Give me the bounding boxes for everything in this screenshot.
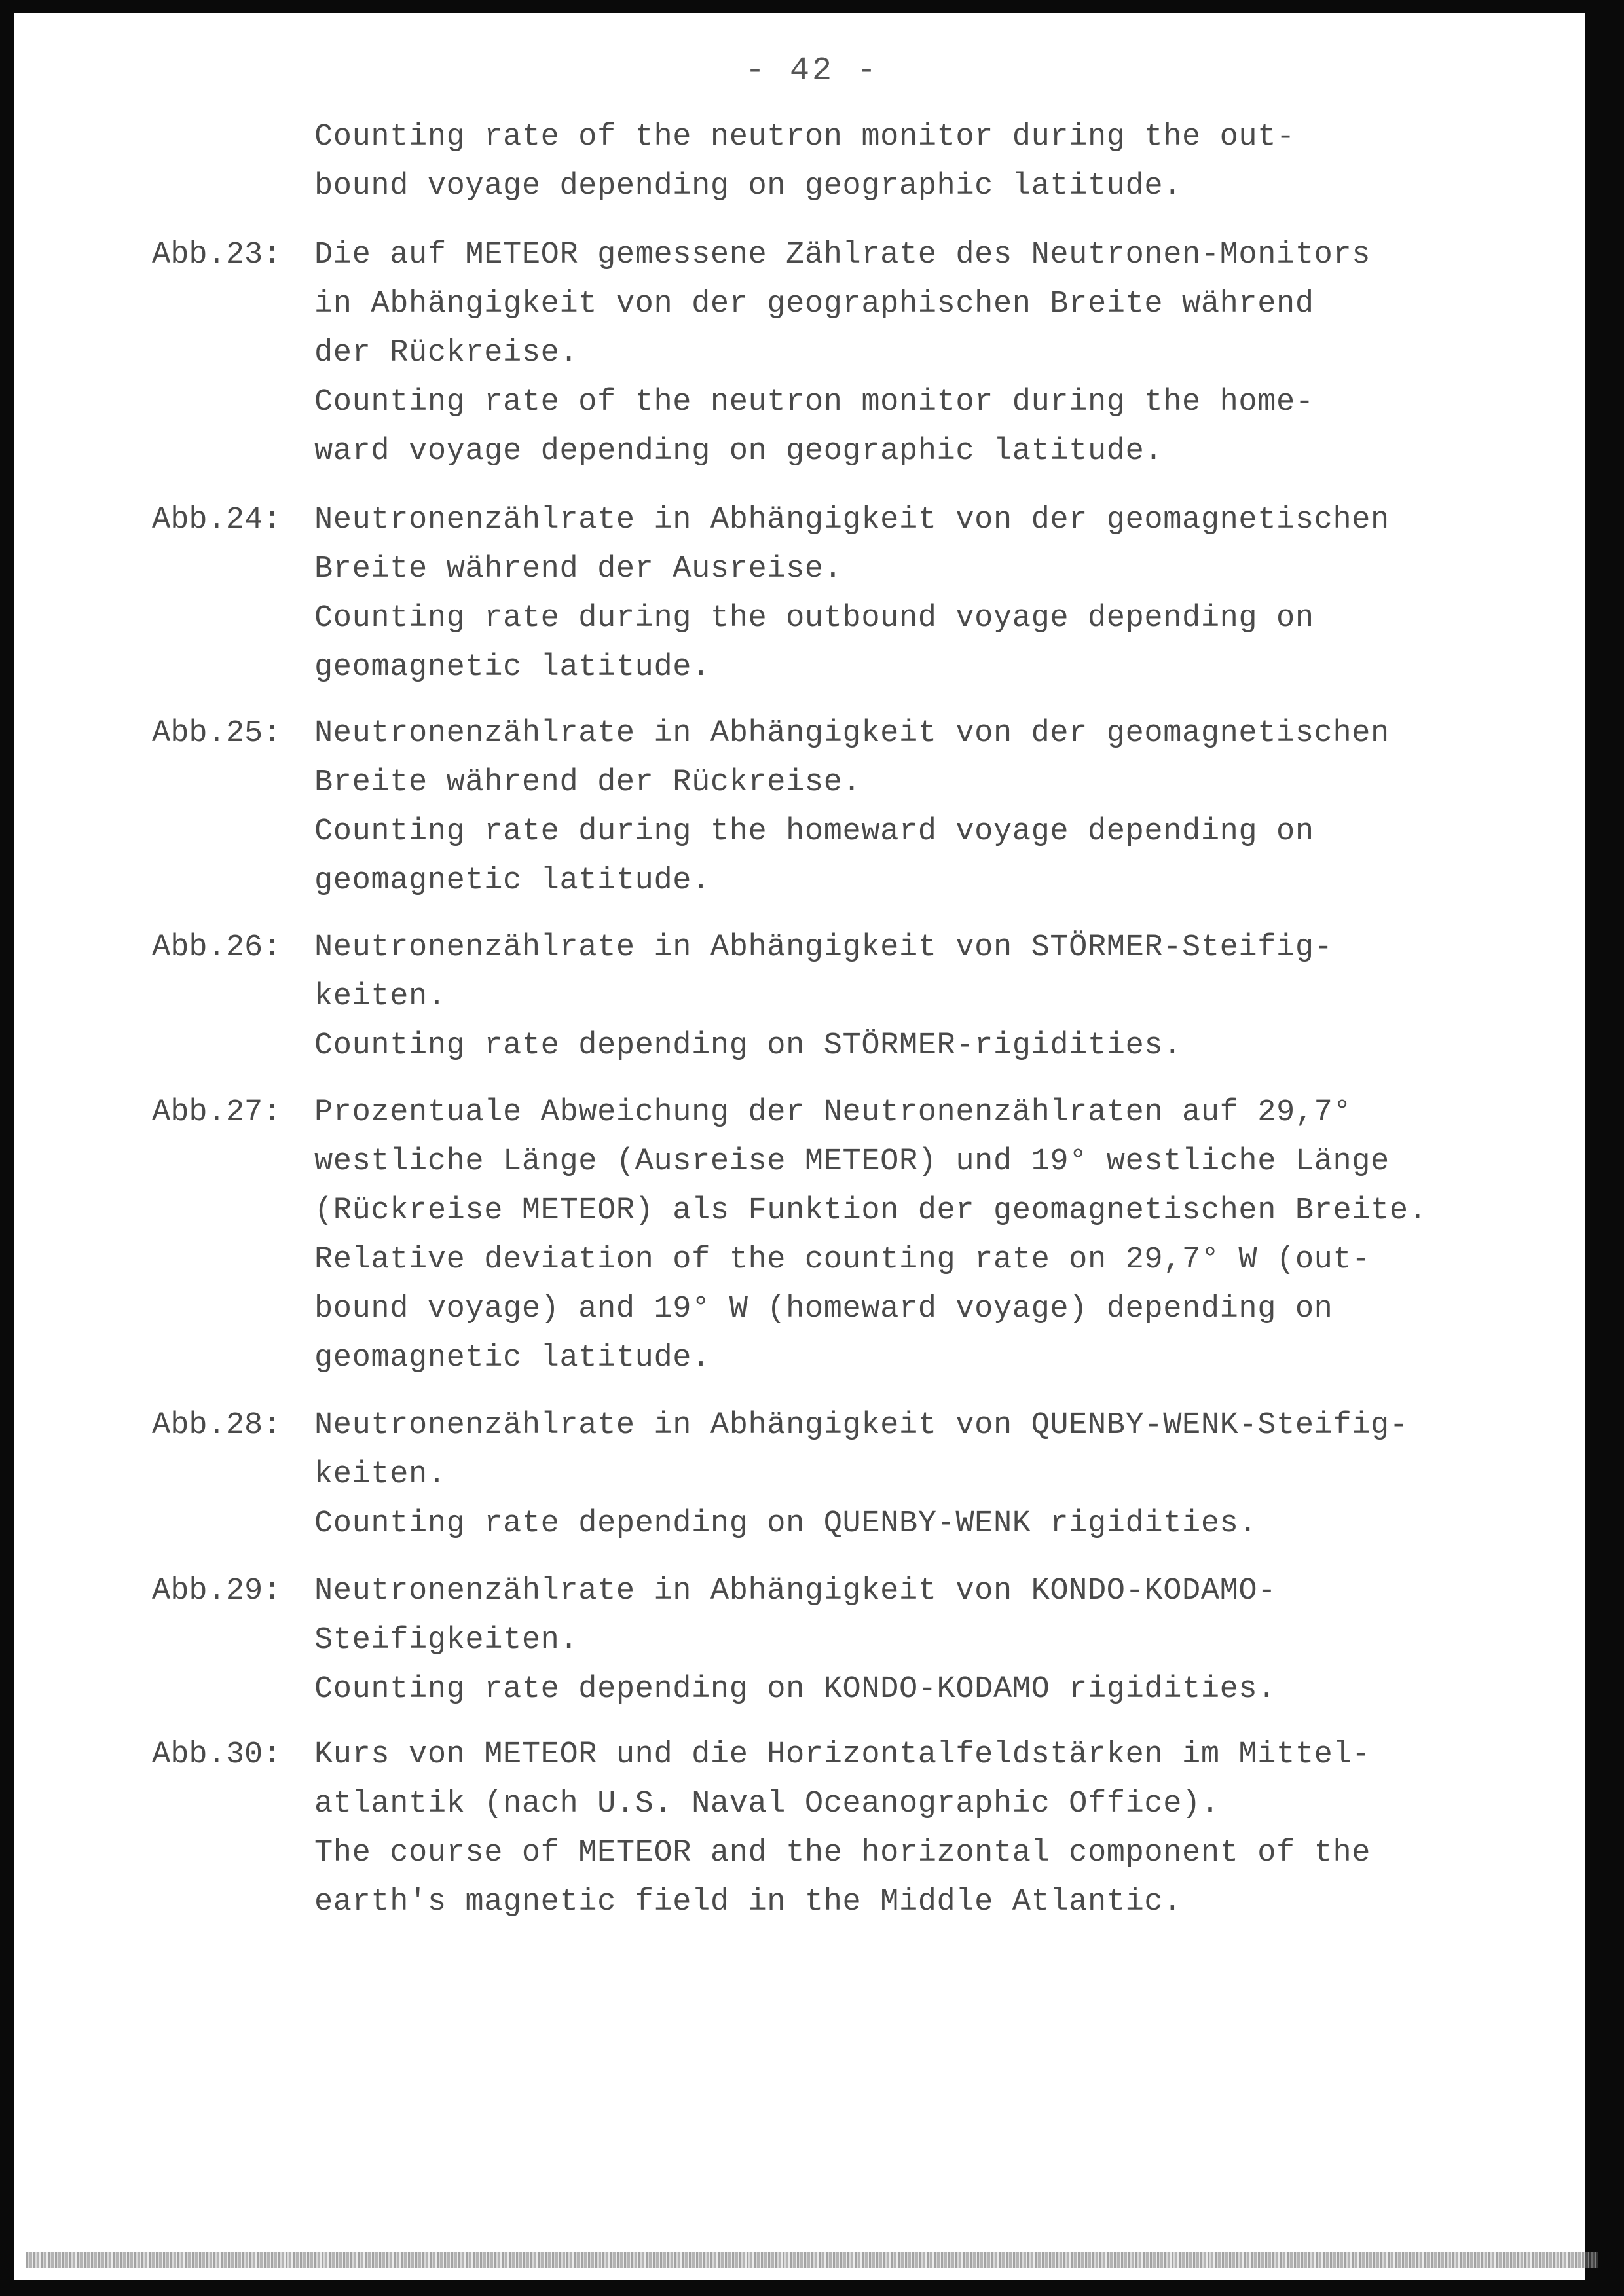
figure-label: Abb.29: xyxy=(152,1574,282,1609)
caption-line: bound voyage) and 19° W (homeward voyage) depending on xyxy=(314,1292,1333,1326)
caption-line: The course of METEOR and the horizontal component of the xyxy=(314,1836,1371,1870)
page-number: - 42 - xyxy=(745,52,879,90)
caption-line: Neutronenzählrate in Abhängigkeit von der geomagnetischen xyxy=(314,503,1390,538)
caption-line: Steifigkeiten. xyxy=(314,1623,579,1658)
caption-line: geomagnetic latitude. xyxy=(314,864,710,898)
caption-line: Neutronenzählrate in Abhängigkeit von der geomagnetischen xyxy=(314,716,1390,751)
caption-line: Neutronenzählrate in Abhängigkeit von KONDO-KODAMO- xyxy=(314,1574,1277,1609)
caption-line: der Rückreise. xyxy=(314,336,579,371)
caption-line: (Rückreise METEOR) als Funktion der geomagnetischen Breite. xyxy=(314,1194,1428,1228)
figure-label: Abb.26: xyxy=(152,930,282,965)
caption-line: Breite während der Ausreise. xyxy=(314,552,843,587)
caption-line: keiten. xyxy=(314,1457,447,1492)
caption-line: Counting rate during the outbound voyage depending on xyxy=(314,601,1314,636)
caption-line: Counting rate depending on KONDO-KODAMO rigidities. xyxy=(314,1672,1277,1707)
caption-line: Breite während der Rückreise. xyxy=(314,765,862,800)
caption-line: geomagnetic latitude. xyxy=(314,650,710,685)
figure-label: Abb.30: xyxy=(152,1738,282,1772)
caption-line: Counting rate during the homeward voyage depending on xyxy=(314,814,1314,849)
caption-line: Counting rate of the neutron monitor during the out- xyxy=(314,120,1295,155)
caption-line: keiten. xyxy=(314,979,447,1014)
caption-line: Prozentuale Abweichung der Neutronenzählraten auf 29,7° xyxy=(314,1095,1352,1130)
caption-line: earth's magnetic field in the Middle Atlantic. xyxy=(314,1885,1183,1920)
caption-line: Counting rate depending on STÖRMER-rigidities. xyxy=(314,1029,1183,1063)
figure-label: Abb.27: xyxy=(152,1095,282,1130)
figure-label: Abb.24: xyxy=(152,503,282,538)
caption-line: Neutronenzählrate in Abhängigkeit von STÖRMER-Steifig- xyxy=(314,930,1333,965)
caption-line: atlantik (nach U.S. Naval Oceanographic Office). xyxy=(314,1787,1220,1821)
figure-label: Abb.28: xyxy=(152,1408,282,1443)
caption-line: Kurs von METEOR und die Horizontalfeldstärken im Mittel- xyxy=(314,1738,1371,1772)
figure-label: Abb.25: xyxy=(152,716,282,751)
figure-label: Abb.23: xyxy=(152,238,282,272)
caption-line: Die auf METEOR gemessene Zählrate des Neutronen-Monitors xyxy=(314,238,1371,272)
caption-line: westliche Länge (Ausreise METEOR) und 19° westliche Länge xyxy=(314,1144,1390,1179)
caption-line: Counting rate depending on QUENBY-WENK rigidities. xyxy=(314,1506,1258,1541)
caption-line: in Abhängigkeit von der geographischen Breite während xyxy=(314,287,1314,321)
caption-line: bound voyage depending on geographic latitude. xyxy=(314,169,1183,204)
caption-line: Relative deviation of the counting rate on 29,7° W (out- xyxy=(314,1243,1371,1277)
caption-line: geomagnetic latitude. xyxy=(314,1341,710,1376)
caption-line: Counting rate of the neutron monitor during the home- xyxy=(314,385,1314,420)
caption-line: Neutronenzählrate in Abhängigkeit von QUENBY-WENK-Steifig- xyxy=(314,1408,1409,1443)
scan-edge-strip xyxy=(26,2252,1598,2268)
caption-line: ward voyage depending on geographic latitude. xyxy=(314,434,1164,469)
